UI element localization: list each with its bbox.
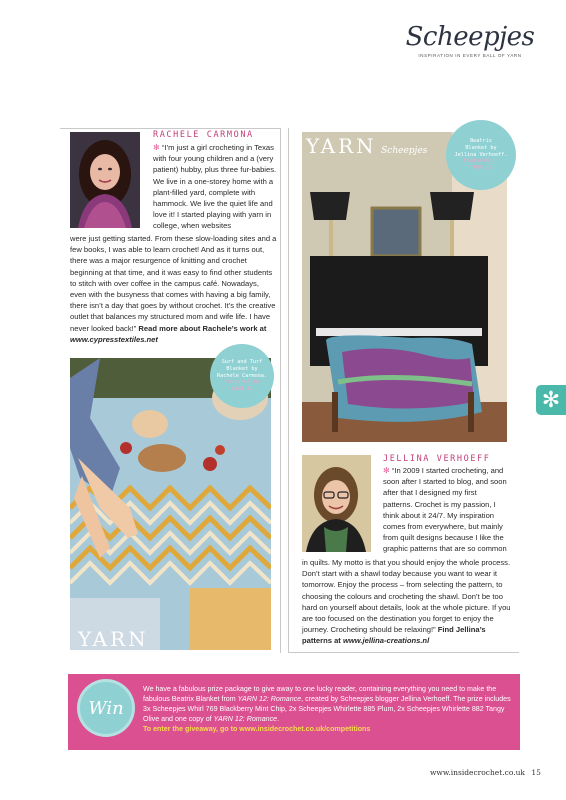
giveaway-text-b-italic: YARN 12: Romance xyxy=(213,715,278,723)
yarn-brand-top: Scheepjes xyxy=(381,146,428,156)
win-label: Win xyxy=(88,697,124,719)
yarn-logo-bottom: YARN xyxy=(78,627,149,651)
rachele-read-more: Read more about Rachele’s work at xyxy=(138,323,267,333)
footer-site: www.insidecrochet.co.uk xyxy=(430,768,525,777)
giveaway-copy xyxy=(143,684,513,734)
jellina-portrait xyxy=(302,455,371,552)
surf-turf-caption xyxy=(210,344,274,408)
rachele-bio-top xyxy=(153,142,277,232)
jellina-bio-full: in quilts. My motto is that you should enjoy the whole process. Don’t start with a shawl today because you want to wear it tomorrow. Enjoy the process – from selecting the pattern, to choosing the colours and crocheting the shawl. Don’t be too hard on yourself about details, look at the whole picture. If you are too focused on the destination you forget to enjoy the journey. Crocheting should be relaxing!” xyxy=(302,558,511,635)
caption-line: YARN 12 xyxy=(470,165,492,172)
jellina-name: JELLINA VERHOEFF xyxy=(383,454,491,464)
jellina-link[interactable]: www.jellina-creations.nl xyxy=(342,636,430,646)
rachele-bio-head: “I’m just a girl crocheting in Texas with four young children and a (very patient) hubby, plus three fur-babies. We live in a one-storey home with a plant-filled yard, complete with hammock. We live the quiet life and love it! I started playing with yarn in college, when websites xyxy=(153,143,277,231)
caption-line: Featured in xyxy=(463,158,499,165)
rachele-portrait xyxy=(70,132,140,228)
giveaway-text-a: We have a fabulous prize package to give away to one lucky reader, containing everything you need to make the fabulous Beatrix Blanket from xyxy=(143,685,497,703)
caption-line: Rachele Carmona. xyxy=(217,372,267,379)
yarn-word-top: YARN xyxy=(306,134,377,158)
jellina-bio-body xyxy=(302,557,516,647)
caption-line: Jellina Verhoeff. xyxy=(454,151,508,158)
jellina-bio-top xyxy=(383,465,507,555)
caption-line: Surf and Turf xyxy=(221,359,263,365)
yarn-logo-top xyxy=(306,134,427,158)
caption-line: Blanket by xyxy=(226,365,258,372)
caption-line: Blanket by xyxy=(465,144,497,151)
star-icon: ✻ xyxy=(153,143,160,152)
page-footer xyxy=(430,768,541,777)
rachele-name: RACHELE CARMONA xyxy=(153,130,254,140)
rachele-link[interactable]: www.cypresstextiles.net xyxy=(70,334,158,344)
giveaway-text-b: , created by Scheepjes blogger Jellina Verhoeff. The prize includes 3x Scheepjes Whirl 769 Blackberry Mint Chip, 2x Scheepjes Whirlette 885 Plum, 2x Scheepjes Whirlette 882 Tangy Olive and one copy of xyxy=(143,695,511,723)
jellina-bio-head: “In 2009 I started crocheting, and soon after I started to blog, and soon after that I designed my first patterns. Crochet is my passion, I think about it 24/7. My inspiration comes from everywhere, but mainly from quilt designs because I like the graphic patterns that are so common xyxy=(383,466,507,554)
caption-line: Featured in xyxy=(224,379,260,386)
logo-wordmark: Scheepjes xyxy=(405,22,535,52)
win-badge xyxy=(80,682,132,734)
caption-line: YARN 11 xyxy=(231,386,253,393)
rachele-bio-body xyxy=(70,233,277,345)
rachele-bio-full: were just getting started. From these slow-loading sites and a few books, I was able to learn crochet! And as it turns out, there was a major resurgence of knitting and crochet beginning at that time, and it was easy to find other students to stitch with over coffee in the campus café. Nowadays, even with the busyness that comes with having a big family, there isn’t a day that goes by without crochet. It’s the creative outlet that balances my structured mom and wife life. I have never looked back!” xyxy=(70,234,277,333)
snowflake-icon: ✻ xyxy=(536,385,566,415)
page-number: 15 xyxy=(531,768,541,777)
logo-tagline: INSPIRATION IN EVERY BALL OF YARN xyxy=(418,53,522,58)
star-icon: ✻ xyxy=(383,466,390,475)
caption-line: Beatrix xyxy=(470,138,492,144)
giveaway-text-end: . xyxy=(277,715,280,723)
beatrix-caption xyxy=(446,120,516,190)
giveaway-text-a-italic: YARN 12: Romance xyxy=(237,695,302,703)
scheepjes-logo xyxy=(405,22,535,58)
jellina-find: Find Jellina’s patterns at xyxy=(302,625,486,646)
giveaway-enter-link[interactable]: To enter the giveaway, go to www.insidecrochet.co.uk/competitions xyxy=(143,725,371,733)
